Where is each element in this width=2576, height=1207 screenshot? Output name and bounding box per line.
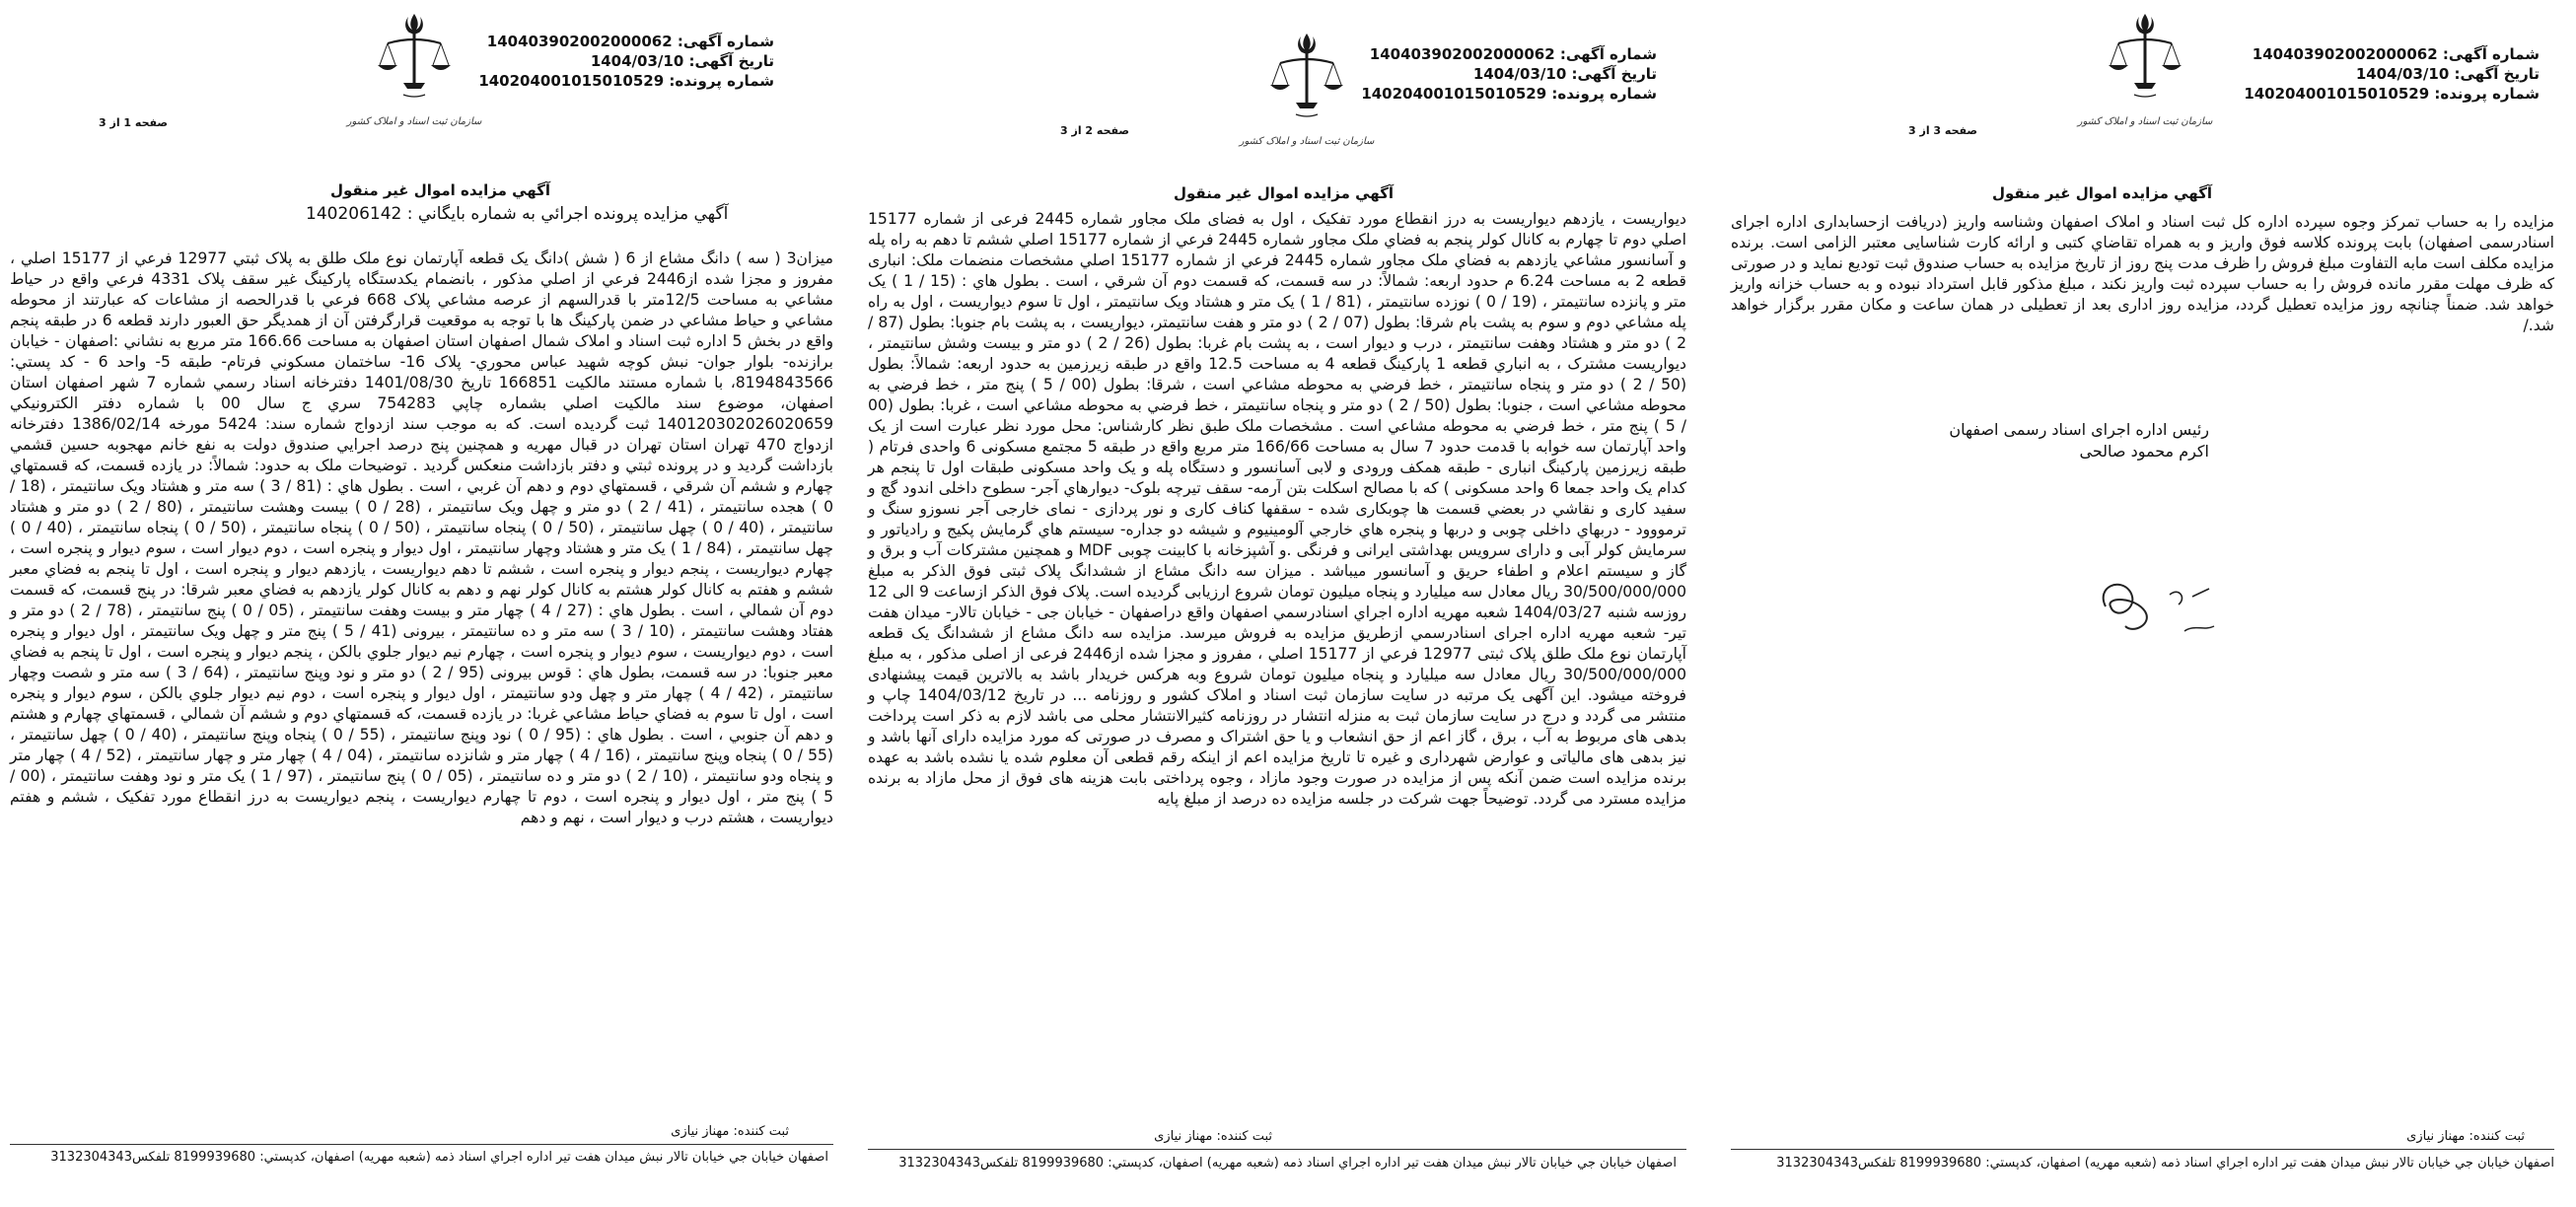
signature-title: رئيس اداره اجرای اسناد رسمی اصفهان bbox=[1949, 420, 2209, 439]
issuer: ثبت کننده: مهناز نیازی bbox=[2406, 1129, 2525, 1144]
page-3 bbox=[0, 0, 838, 1207]
judiciary-emblem-icon bbox=[2091, 8, 2199, 116]
handwritten-signature bbox=[2076, 537, 2234, 656]
footer-address: اصفهان خيابان جي خيابان تالار نبش ميدان هفت تير اداره اجراي اسناد ذمه (شعبه مهريه) اصفهان، كدپستي: 8199939680 تلفكس3132304343 bbox=[1776, 1156, 2554, 1171]
page-label: صفحه 2 از 3 bbox=[1060, 124, 1130, 137]
case-number: شماره پرونده: 140204001015010529 bbox=[478, 72, 774, 90]
footer-rule bbox=[1731, 1149, 2554, 1150]
emblem-caption: سازمان ثبت اسناد و املاک کشور bbox=[1239, 136, 1375, 147]
notice-body: ميزان3 ( سه ) دانگ مشاع از 6 ( شش )دانگ يک قطعه آپارتمان نوع ملک طلق به پلاک ثبتي 12977 فرعي از 15177 اصلي ، مفروز و مجزا شده از2446 فرعي از اصلي مذکور ، بانضمام يکدستگاه پارکينگ غير سقف پلاک 4331 فرعي واقع در حياط مشاعي به مساحت 12/5متر با قدرالسهم از عرصه مشاعي پلاک 668 فرعي با قدرالحصه از مشاعات که عبارتند از محوطه مشاعي و حياط مشاعي در ضمن پارکينگ ها با توجه به موقعيت قرارگرفتن آن از همديگر حق العبور دارند قطعه 6 در طبقه پنجم واقع در بخش 5 اداره ثبت اسناد و املاک شمال اصفهان استان اصفهان به مساحت 166.66 متر مربع به نشاني :اصفهان - خيابان برازنده- بلوار جوان- نبش کوچه شهيد عباس محوري- پلاک 16- ساختمان مسکوني فرتام- طبقه 5- واحد 6 - کد پستي: 8194843566، با شماره مستند مالکيت 166851 تاريخ 1401/08/30 دفترخانه اسناد رسمي شماره 7 شهر اصفهان استان اصفهان، موضوع سند مالکيت اصلي بشماره چاپي 754283 سري ج سال 00 با شماره دفتر الکترونيکي 140120302026020659 ثبت گرديده است. که به موجب سند ازدواج شماره سند: 5424 مورخه 1386/02/14 دفترخانه ازدواج 470 تهران استان تهران در قبال مهريه و همچنين پنج درصد اجرايي صندوق دولت به نفع خانم مهجوبه حسين قشمي بازداشت گرديد و در پرونده ثبتي و دفتر بازداشت منعکس گرديد . توضيحات ملک به حدود: شمالاً: در يازده قسمت، که قسمتهاي چهارم و ششم آن شرقي ، قسمتهاي دوم و دهم آن غربي ، است . بطول هاي : (81 / 3 ) سه متر و هشتاد ويک سانتيمتر ، (18 / 0 ) هجده سانتيمتر ، (41 / 2 ) دو متر و چهل ويک سانتيمتر ، (28 / 0 ) بيست وهشت سانتيمتر ، (80 / 2 ) دو متر و هشتاد سانتيمتر ، (40 / 0 ) چهل سانتيمتر ، (50 / 0 ) پنجاه سانتيمتر ، (50 / 0 ) پنجاه سانتيمتر ، (50 / 0 ) پنجاه سانتيمتر ، (40 / 0 ) چهل سانتيمتر ، (84 / 1 ) يک متر و هشتاد وچهار سانتيمتر ، اول ديوار و پنجره است ، دوم ديوار است ، سوم ديوار و پنجره است ، چهارم ديواريست ، پنجم ديوار و پنجره است ، ششم تا دهم ديواريست ، يازدهم ديوار و پنجره است ، اول تا پنجم به فضاي معبر ششم و هفتم به کانال کولر هشتم به کانال کولر نهم و دهم به کانال کولر يازدهم به فضاي معبر شرقا: در پنج قسمت، که قسمت دوم آن شمالي ، است . بطول هاي : (27 / 4 ) چهار متر و بيست وهفت سانتيمتر ، (05 / 0 ) پنج سانتيمتر ، (78 / 2 ) دو متر و هفتاد وهشت سانتيمتر ، (10 / 3 ) سه متر و ده سانتيمتر ، بيرونی (41 / 5 ) پنج متر و چهل ويک سانتيمتر ، اول ديوار و پنجره است ، دوم ديواريست ، سوم ديوار و پنجره است ، چهارم نيم ديوار جلوي بالکن ، پنجم ديوار و پنجره است ، اول تا پنجم به فضاي معبر جنوبا: در سه قسمت، بطول هاي : قوس بيرونی (95 / 2 ) دو متر و نود وپنج سانتيمتر ، (64 / 3 ) سه متر و شصت وچهار سانتيمتر ، (42 / 4 ) چهار متر و چهل ودو سانتيمتر ، اول ديوار و پنجره است ، دوم نيم ديوار جلوي بالکن ، سوم ديوار و پنجره است ، اول تا سوم به فضاي حياط مشاعي غربا: در يازده قسمت، که قسمتهاي دوم و ششم آن شمالي ، قسمتهاي چهارم و هشتم و دهم آن جنوبي ، است . بطول هاي : (95 / 0 ) نود وپنج سانتيمتر ، (55 / 0 ) پنجاه وپنج سانتيمتر ، (40 / 0 ) چهل سانتيمتر ، (55 / 0 ) پنجاه وپنج سانتيمتر ، (16 / 4 ) چهار متر و شانزده سانتيمتر ، (04 / 4 ) چهار متر و چهار سانتيمتر ، (52 / 4 ) چهار متر و پنجاه ودو سانتيمتر ، (10 / 2 ) دو متر و ده سانتيمتر ، (05 / 0 ) پنج سانتيمتر ، (97 / 1 ) يک متر و نود وهفت سانتيمتر ، (00 / 5 ) پنج متر ، اول ديوار و پنجره است ، دوم تا چهارم ديواريست ، پنجم ديواريست به درز انقطاع مورد تفکيک ، ششم و هفتم ديواريست ، هشتم درب و ديوار است ، نهم و دهم bbox=[10, 249, 834, 826]
ad-date: تاریخ آگهی: 1404/03/10 bbox=[590, 52, 774, 70]
notice-body: مزايده را به حساب تمرکز وجوه سپرده اداره کل ثبت اسناد و املاک اصفهان وشناسه واريز (دريافت ازحسابداری اداره اجرای اسنادرسمی اصفهان) بابت پرونده کلاسه فوق واريز و به همراه تقاضاي کتبی و ارائه کارت شناسايی معتبر الزامی است. برنده مزايده مکلف است مابه التفاوت مبلغ فروش را ظرف مدت پنج روز از تاريخ مزايده به حساب صندوق ثبت توديع نمايد و در صورتی که ظرف مهلت مقرر مانده فروش را به حساب سپرده ثبت واريز نکند ، مبلغ مذکور قابل استرداد نبوده و به حساب خزانه واريز خواهد شد. ضمناً چنانچه روز مزايده تعطيل گردد، مزايده روز اداری بعد از تعطيلی در همان ساعت و مکان مقرر برگزار خواهد شد./ bbox=[1731, 213, 2554, 334]
issuer: ثبت کننده: مهناز نیازی bbox=[1154, 1129, 1272, 1144]
notice-subheading: آگهي مزايده پرونده اجرائي به شماره بايگاني : 140206142 bbox=[306, 204, 729, 224]
notice-body: ديواريست ، يازدهم ديواريست به درز انقطاع مورد تفکيک ، اول به فضای ملک مجاور شماره 2445 فرعی از شماره 15177 اصلي دوم تا چهارم به کانال کولر پنجم به فضاي ملک مجاور شماره 2445 فرعي از شماره 15177 اصلي ششم تا دهم به راه پله و آسانسور مشاعي يازدهم به فضاي ملک مجاور شماره 2445 فرعي از شماره 15177 اصلي مشخصات منضمات ملک: انباری قطعه 2 به مساحت 6.24 م حدود اربعه: شمالاً: در سه قسمت، که قسمت دوم آن شرقي ، است . بطول هاي : (15 / 1 ) يک متر و پانزده سانتيمتر ، (19 / 0 ) نوزده سانتيمتر ، (81 / 1 ) يک متر و هشتاد ويک سانتيمتر ، اول تا سوم ديواريست ، اول به راه پله مشاعي دوم و سوم به پشت بام شرقا: بطول (07 / 2 ) دو متر و هفت سانتيمتر، ديواريست ، به پشت بام جنوبا: بطول (87 / 2 ) دو متر و هشتاد وهفت سانتيمتر ، درب و ديوار است ، به پشت بام غربا: بطول (26 / 2 ) دو متر و بيست وشش سانتيمتر ، ديواريست مشترک ، به انباري قطعه 1 پارکينگ قطعه 4 به مساحت 12.5 واقع در طبقه زيرزمين به حدود اربعه: شمالاً: بطول (50 / 2 ) دو متر و پنجاه سانتيمتر ، خط فرضي به محوطه مشاعي است ، شرقا: بطول (00 / 5 ) پنج متر ، خط فرضي به محوطه مشاعي است ، جنوبا: بطول (50 / 2 ) دو متر و پنجاه سانتيمتر ، خط فرضي به محوطه مشاعي است ، غربا: بطول (00 / 5 ) پنج متر ، خط فرضي به محوطه مشاعي است . مشخصات ملک طبق نظر کارشناس: محل مورد نظر عبارت است از يک واحد آپارتمان سه خوابه با قدمت حدود 7 سال به مساحت 166/66 متر مربع واقع در طبقه 5 مجتمع مسکونی 6 واحدی فرتام ( طبقه زيرزمين پارکينگ انباری - طبقه همکف ورودی و لابی آسانسور و دستگاه پله و يک واحد مسکونی طبقات اول تا پنجم هر کدام يک واحد جمعا 6 واحد مسکونی ) که با مصالح اسکلت بتن آرمه- سقف تيرچه بلوک- ديوارهاي آجر- سطوح داخلی اندود گچ و سفيد کاری و نقاشي در بعضي قسمت ها چوبکاری شده - سقفها کناف کاری و نور پردازی - نمای خارجی آجر نسوزو سنگ و ترمووود - دربهاي داخلی چوبی و دربها و پنجره هاي خارجي آلومينيوم و شيشه دو جداره- سيستم هاي گرمايش پکيج و رادياتور و سرمايش کولر آبی و دارای سرويس بهداشتی ايرانی و فرنگی .و آشپزخانه با کابينت چوبی MDF و همچنين مشترکات آب و برق و گاز و سيستم اعلام و اطفاء حريق و آسانسور ميباشد . ميزان سه دانگ مشاع از ششدانگ پلاک ثبتی فوق الذکر به مبلغ 30/500/000/000 ريال معادل سه ميليارد و پنجاه ميليون تومان شروع ارزيابی گرديده است. پلاک فوق الذکر ازساعت 9 الی 12 روزسه شنبه 1404/03/27 شعبه مهريه اداره اجراي اسنادرسمي اصفهان واقع دراصفهان - خيابان جی - خيابان تالار- ميدان هفت تير- شعبه مهريه اداره اجرای اسنادرسمي ازطريق مزايده به فروش ميرسد. مزايده سه دانگ مشاع از ششدانگ يک قطعه آپارتمان نوع ملک طلق پلاک ثبتی 12977 فرعي از 15177 اصلي ، مفروز و مجزا شده از2446 فرعی از اصلی مذکور ، به مبلغ 30/500/000/000 ريال معادل سه ميليارد و پنجاه ميليون تومان شروع وبه هرکس خريدار باشد به بالاترين قيمت پيشنهادی فروخته ميشود. اين آگهی يک مرتبه در سايت سازمان ثبت اسناد و املاک کشور و روزنامه ... در تاريخ 1404/03/12 چاپ و منتشر می گردد و درج در سايت سازمان ثبت به منزله انتشار در روزنامه کثيرالانتشار محلی می باشد لازم به ذکر است پرداخت بدهی های مربوط به آب ، برق ، گاز اعم از حق انشعاب و يا حق اشتراک و مصرف در صورتی که مورد مزايده دارای آنها باشد و نيز بدهی های مالياتی و عوارض شهرداری و غيره تا تاريخ مزايده اعم از اينکه رقم قطعی آن معلوم شده يا نشده باشد به عهده برنده مزايده است ضمن آنکه پس از مزايده در صورت وجود مازاد ، وجوه پرداختی بابت هزينه های فوق از محل مازاد به برنده مزايده مسترد می گردد. توضيحاً جهت شرکت در جلسه مزايده ده درصد از مبلغ پايه bbox=[868, 210, 1687, 808]
ad-number: شماره آگهی: 140403902002000062 bbox=[2252, 45, 2540, 63]
footer-address: اصفهان خيابان جي خيابان تالار نبش ميدان هفت تير اداره اجراي اسناد ذمه (شعبه مهريه) اصفهان، كدپستي: 8199939680 تلفكس3132304343 bbox=[50, 1150, 828, 1165]
judiciary-emblem-icon bbox=[1252, 28, 1361, 136]
footer-address: اصفهان خيابان جي خيابان تالار نبش ميدان هفت تير اداره اجراي اسناد ذمه (شعبه مهريه) اصفهان، كدپستي: 8199939680 تلفكس3132304343 bbox=[898, 1156, 1677, 1171]
case-number: شماره پرونده: 140204001015010529 bbox=[1361, 85, 1657, 103]
page-label: صفحه 3 از 3 bbox=[1908, 124, 1978, 137]
page-label: صفحه 1 از 3 bbox=[99, 116, 169, 129]
ad-meta bbox=[1361, 44, 1657, 104]
judiciary-emblem-icon bbox=[360, 8, 468, 116]
signature-name: اكرم محمود صالحی bbox=[2079, 442, 2209, 461]
ad-meta bbox=[478, 32, 774, 91]
signature-block bbox=[1949, 419, 2209, 462]
notice-heading: آگهي مزايده اموال غير منقول bbox=[1174, 184, 1395, 202]
ad-meta bbox=[2244, 44, 2540, 104]
ad-date: تاریخ آگهی: 1404/03/10 bbox=[2355, 65, 2540, 83]
ad-date: تاریخ آگهی: 1404/03/10 bbox=[1472, 65, 1657, 83]
case-number: شماره پرونده: 140204001015010529 bbox=[2244, 85, 2540, 103]
ad-number: شماره آگهی: 140403902002000062 bbox=[486, 33, 774, 50]
ad-number: شماره آگهی: 140403902002000062 bbox=[1369, 45, 1657, 63]
emblem-caption: سازمان ثبت اسناد و املاک کشور bbox=[346, 116, 482, 127]
emblem-caption: سازمان ثبت اسناد و املاک کشور bbox=[2077, 116, 2213, 127]
issuer: ثبت کننده: مهناز نیازی bbox=[671, 1124, 789, 1139]
notice-heading: آگهي مزايده اموال غير منقول bbox=[1992, 184, 2213, 202]
footer-rule bbox=[10, 1144, 833, 1145]
footer-rule bbox=[868, 1149, 1686, 1150]
notice-heading: آگهي مزايده اموال غير منقول bbox=[330, 181, 551, 199]
page-1 bbox=[1716, 0, 2564, 1207]
page-2 bbox=[848, 0, 1706, 1207]
